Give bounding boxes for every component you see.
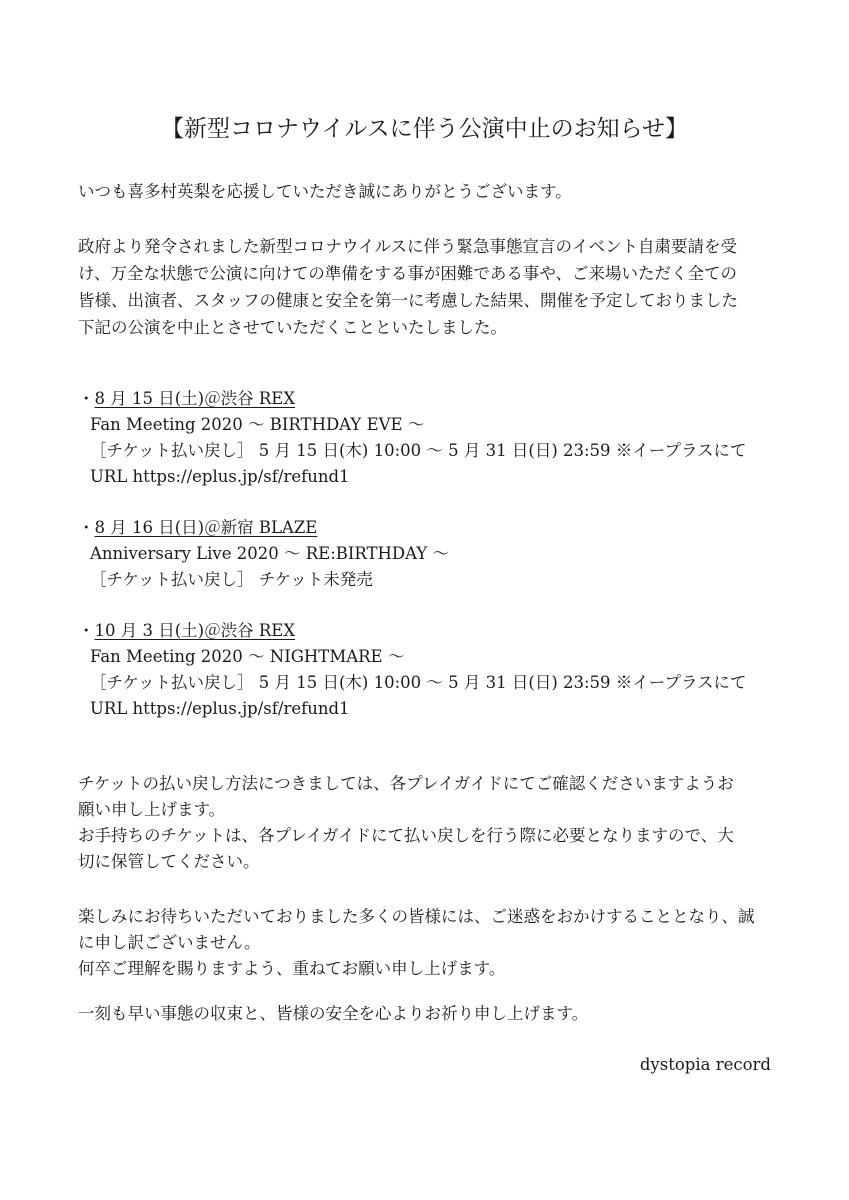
event-refund-url[interactable]: URL https://eplus.jp/sf/refund1 (90, 467, 350, 486)
signature: dystopia record (639, 1055, 771, 1074)
event-name: Anniversary Live 2020 〜 RE:BIRTHDAY 〜 (90, 544, 450, 563)
announcement-line: け、万全な状態で公演に向けての準備をする事が困難である事や、ご来場いただく全ての (78, 264, 738, 283)
event-refund: ［チケット払い戻し］ チケット未発売 (90, 570, 373, 589)
event-date-venue-text: 8 月 15 日(土)＠渋谷 REX (94, 389, 296, 408)
announcement-line: 政府より発令されました新型コロナウイルスに伴う緊急事態宣言のイベント自粛要請を受 (78, 237, 738, 256)
event-refund-url[interactable]: URL https://eplus.jp/sf/refund1 (90, 699, 350, 718)
apology-line: に申し訳ございません。 (78, 933, 261, 952)
greeting-text: いつも喜多村英梨を応援していただき誠にありがとうございます。 (78, 182, 572, 201)
event-bullet: ・ (78, 621, 95, 640)
refund-info-line: 願い申し上げます。 (78, 800, 226, 819)
event-date-venue-text: 8 月 16 日(日)＠新宿 BLAZE (94, 518, 318, 537)
refund-info-line: 切に保管してください。 (78, 852, 260, 871)
event-refund: ［チケット払い戻し］ 5 月 15 日(木) 10:00 〜 5 月 31 日(日) 23:59 ※イープラスにて (90, 441, 747, 460)
event-name: Fan Meeting 2020 〜 BIRTHDAY EVE 〜 (90, 415, 425, 434)
apology-line: 何卒ご理解を賜りますよう、重ねてお願い申し上げます。 (78, 959, 506, 978)
event-date-venue (78, 386, 295, 412)
event-refund: ［チケット払い戻し］ 5 月 15 日(木) 10:00 〜 5 月 31 日(日) 23:59 ※イープラスにて (90, 673, 747, 692)
event-name: Fan Meeting 2020 〜 NIGHTMARE 〜 (90, 647, 405, 666)
announcement-line: 皆様、出演者、スタッフの健康と安全を第一に考慮した結果、開催を予定しておりました (78, 291, 738, 310)
closing-text: 一刻も早い事態の収束と、皆様の安全を心よりお祈り申し上げます。 (78, 1004, 589, 1023)
event-bullet: ・ (78, 389, 95, 408)
event-date-venue-text: 10 月 3 日(土)＠渋谷 REX (94, 621, 296, 640)
refund-info-line: チケットの払い戻し方法につきましては、各プレイガイドにてご確認くださいますようお (78, 774, 734, 793)
refund-info-line: お手持ちのチケットは、各プレイガイドにて払い戻しを行う際に必要となりますので、大 (78, 826, 734, 845)
announcement-line: 下記の公演を中止とさせていただくことといたしました。 (78, 318, 507, 337)
apology-line: 楽しみにお待ちいただいておりました多くの皆様には、ご迷惑をおかけすることとなり、誠 (78, 907, 755, 926)
notice-title: 【新型コロナウイルスに伴う公演中止のお知らせ】 (161, 116, 688, 142)
event-bullet: ・ (78, 518, 95, 537)
event-date-venue (78, 515, 317, 541)
event-date-venue (78, 618, 295, 644)
